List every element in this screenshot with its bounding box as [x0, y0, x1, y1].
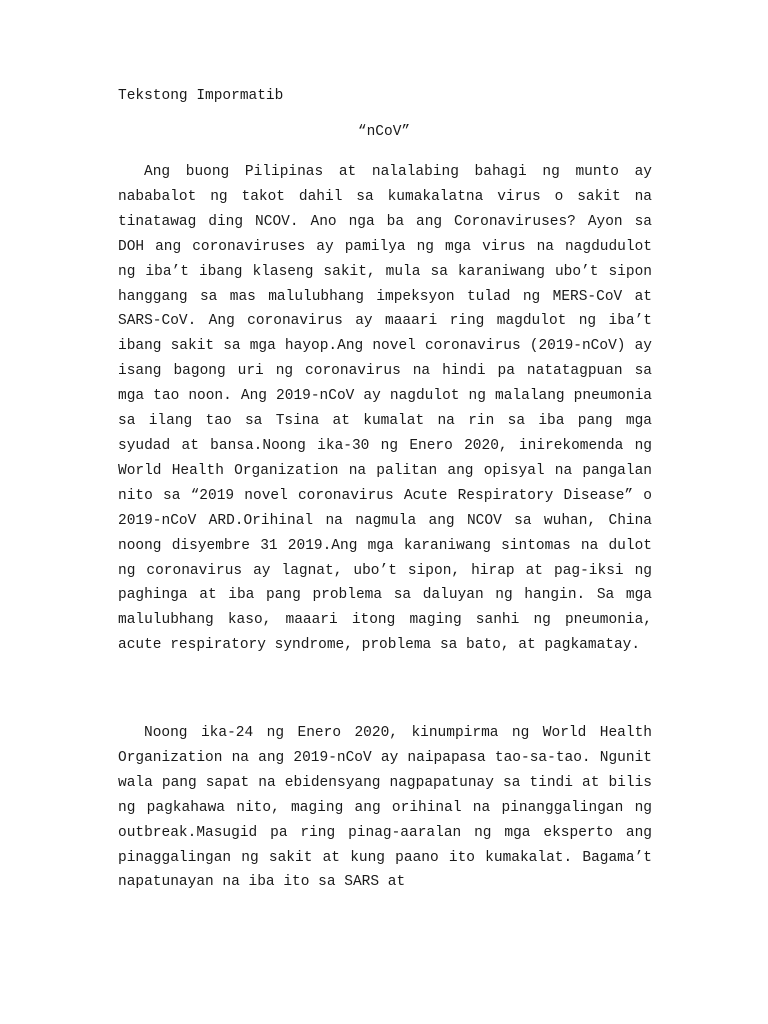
document-title: “nCoV”	[357, 124, 411, 140]
paragraph-2: Noong ika-24 ng Enero 2020, kinumpirma ng World Health Organization na ang 2019-nCoV ay naipapasa tao-sa-tao. Ngunit wala pang sapat na ebidensyang nagpapatunay sa tindi at bilis ng pagkahawa nito, maging ang orihinal na pinanggalingan ng outbreak.Masugid pa ring pinag-aaralan ng mga eksperto ang pinaggalingan ng sakit at kung paano ito kumakalat. Bagama’t napatunayan na iba ito sa SARS at	[118, 725, 652, 891]
paragraph-1: Ang buong Pilipinas at nalalabing bahagi ng munto ay nababalot ng takot dahil sa kumakalatna virus o sakit na tinatawag ding NCOV. Ano nga ba ang Coronaviruses? Ayon sa DOH ang coronaviruses ay pamilya ng mga virus na nagdudulot ng iba’t ibang klaseng sakit, mula sa karaniwang ubo’t sipon hanggang sa mas malulubhang impeksyon tulad ng MERS-CoV at SARS-CoV. Ang coronavirus ay maaari ring magdulot ng iba’t ibang sakit sa mga hayop.Ang novel coronavirus (2019-nCoV) ay isang bagong uri ng coronavirus na hindi pa natatagpuan sa mga tao noon. Ang 2019-nCoV ay nagdulot ng malalang pneumonia sa ilang tao sa Tsina at kumalat na rin sa iba pang mga syudad at bansa.Noong ika-30 ng Enero 2020, inirekomenda ng World Health Organization na palitan ang opisyal na pangalan nito sa “2019 novel coronavirus Acute Respiratory Disease” o 2019-nCoV ARD.Orihinal na nagmula ang NCOV sa wuhan, China noong disyembre 31 2019.Ang mga karaniwang sintomas na dulot ng coronavirus ay lagnat, ubo’t sipon, hirap at pag-iksi ng paghinga at iba pang problema sa daluyan ng hangin. Sa mga malulubhang kaso, maaari itong maging sanhi ng pneumonia, acute respiratory syndrome, problema sa bato, at pagkamatay.	[118, 164, 652, 654]
document-label: Tekstong Impormatib	[118, 88, 284, 104]
